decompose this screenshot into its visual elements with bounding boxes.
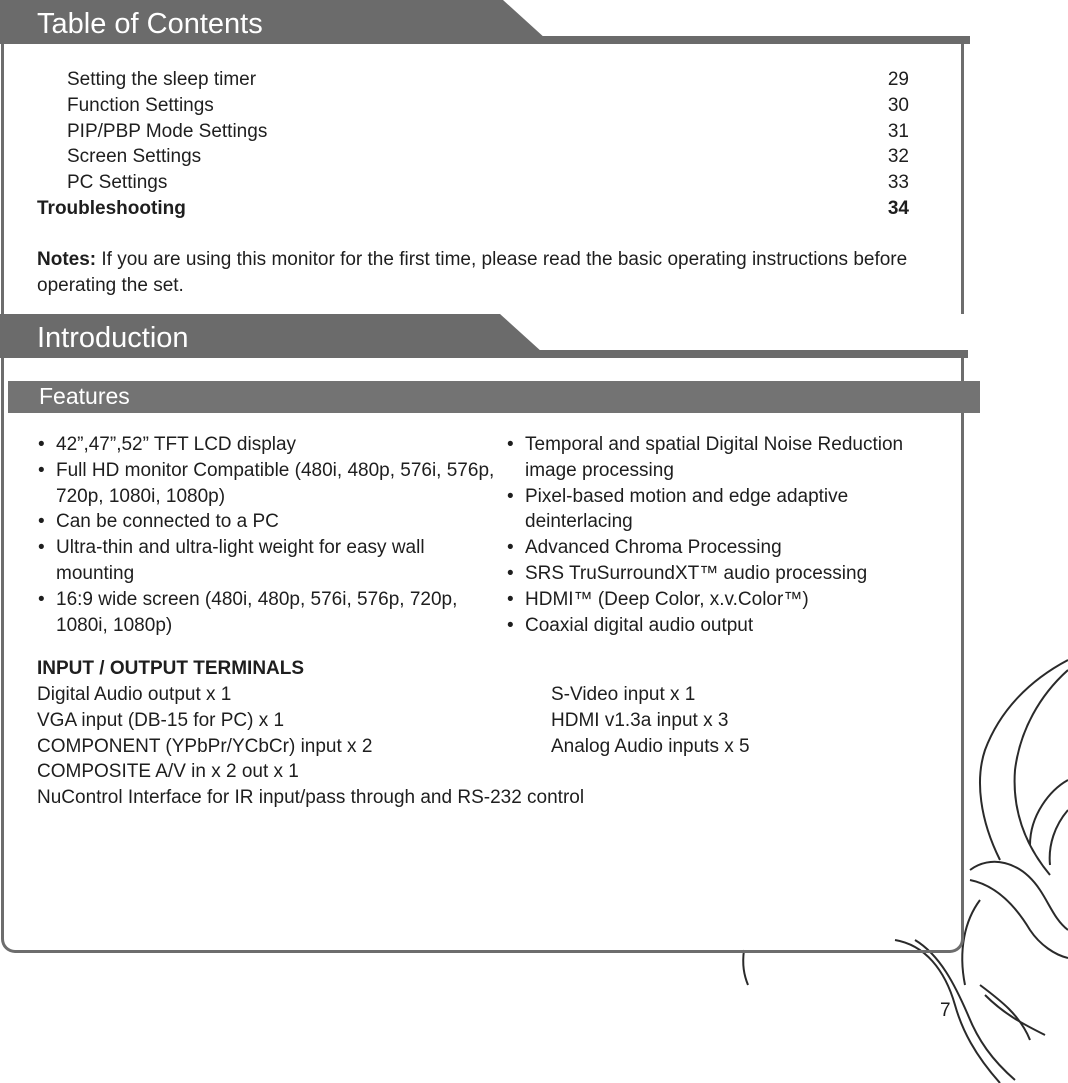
toc-entry-title: PIP/PBP Mode Settings <box>67 120 268 142</box>
toc-entry-page: 30 <box>887 94 909 116</box>
terminal-item: HDMI v1.3a input x 3 <box>551 709 729 731</box>
toc-entry <box>0 144 920 170</box>
terminal-item: COMPOSITE A/V in x 2 out x 1 <box>37 761 299 783</box>
toc-entry-title: Function Settings <box>67 94 214 116</box>
feature-item: • Can be connected to a PC <box>38 509 498 535</box>
notes-label: Notes: <box>37 249 97 270</box>
feature-item: • SRS TruSurroundXT™ audio processing <box>507 561 927 587</box>
toc-entry <box>0 170 920 196</box>
feature-item: • Temporal and spatial Digital Noise Reduction image processing <box>507 432 927 484</box>
toc-entry-title: Troubleshooting <box>37 197 186 219</box>
features-header <box>8 381 980 413</box>
toc-entry-page: 32 <box>887 146 909 168</box>
features-list-left <box>38 432 498 638</box>
toc-entry <box>0 119 920 145</box>
feature-item: • Pixel-based motion and edge adaptive deinterlacing <box>507 484 927 536</box>
feature-item: • HDMI™ (Deep Color, x.v.Color™) <box>507 587 927 613</box>
toc-entry-title: Setting the sleep timer <box>67 69 257 90</box>
feature-item: • Full HD monitor Compatible (480i, 480p, 576i, 576p, 720p, 1080i, 1080p) <box>38 458 498 510</box>
feature-item: • Coaxial digital audio output <box>507 613 927 639</box>
features-list-right <box>507 432 927 638</box>
terminals-title: INPUT / OUTPUT TERMINALS <box>37 658 305 679</box>
introduction-title: Introduction <box>37 322 189 354</box>
toc-entry-title: Screen Settings <box>67 146 202 168</box>
feature-item: • 16:9 wide screen (480i, 480p, 576i, 576p, 720p, 1080i, 1080p) <box>38 587 498 639</box>
toc-entry <box>0 93 920 119</box>
toc-entry-troubleshooting <box>0 196 920 222</box>
terminal-item: COMPONENT (YPbPr/YCbCr) input x 2 <box>37 735 373 757</box>
introduction-header <box>0 314 968 358</box>
toc-title: Table of Contents <box>37 8 263 40</box>
toc-entry-page: 31 <box>887 120 909 142</box>
toc-entry <box>0 67 920 93</box>
terminal-item: VGA input (DB-15 for PC) x 1 <box>37 709 285 731</box>
feature-item: • 42”,47”,52” TFT LCD display <box>38 432 498 458</box>
terminal-item: NuControl Interface for IR input/pass through and RS-232 control <box>37 787 585 809</box>
feature-item: • Ultra-thin and ultra-light weight for easy wall mounting <box>38 535 498 587</box>
terminals-list-right <box>551 682 881 759</box>
toc-entry-title: PC Settings <box>67 172 168 194</box>
notes-text: If you are using this monitor for the first time, please read the basic operating instructions before operating the set. <box>37 249 908 296</box>
toc-entry-page: 29 <box>887 69 909 90</box>
features-title: Features <box>39 383 130 409</box>
toc-entry-page: 33 <box>887 172 909 194</box>
notes-paragraph <box>37 247 957 299</box>
page-number: 7 <box>940 1000 951 1021</box>
toc-entry-page: 34 <box>887 197 909 219</box>
toc-header <box>0 0 970 44</box>
toc-list <box>0 67 920 222</box>
terminal-item: Analog Audio inputs x 5 <box>551 735 750 757</box>
terminal-item: S-Video input x 1 <box>551 684 696 705</box>
terminal-item: Digital Audio output x 1 <box>37 684 232 705</box>
feature-item: • Advanced Chroma Processing <box>507 535 927 561</box>
